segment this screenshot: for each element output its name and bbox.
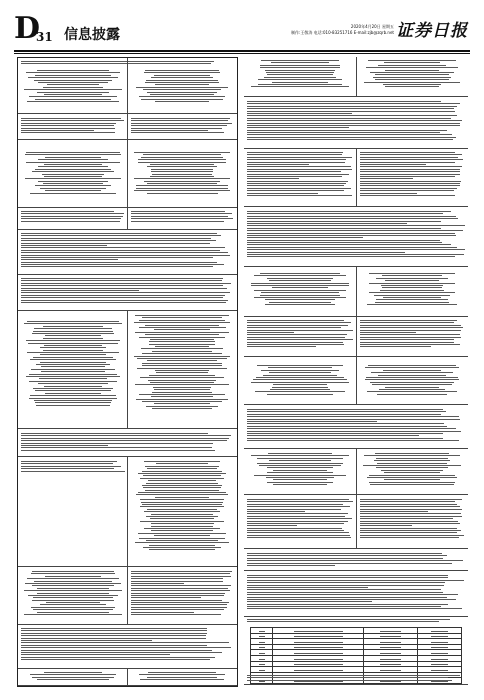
- header-meta: [291, 24, 394, 36]
- announcement-text: [21, 672, 125, 684]
- announcement-block: [18, 275, 237, 311]
- announcement-text: [360, 152, 464, 204]
- announcement-block: [18, 114, 237, 140]
- announcement-text: [247, 211, 465, 265]
- page-letter: D: [14, 11, 40, 46]
- announcement-text: [247, 409, 465, 447]
- announcement-text: [21, 61, 231, 67]
- announcement-text: [131, 152, 233, 202]
- announcement-text: [247, 575, 465, 615]
- announcement-block: [18, 140, 237, 208]
- announcement-text: [21, 70, 125, 110]
- column-divider: [356, 57, 357, 96]
- announcement-text: [21, 433, 231, 455]
- data-table-block: [244, 617, 468, 685]
- announcement-text: [131, 461, 233, 565]
- announcement-text: [247, 553, 465, 569]
- announcement-block: [244, 357, 468, 405]
- announcement-block: [244, 207, 468, 267]
- announcement-text: [131, 211, 233, 227]
- announcement-text: [247, 152, 353, 204]
- column-divider: [127, 58, 128, 113]
- announcement-text: [131, 118, 233, 138]
- announcement-text: [247, 101, 465, 147]
- announcement-text: [21, 152, 125, 202]
- announcement-text: [21, 211, 125, 227]
- column-divider: [127, 567, 128, 624]
- announcement-text: [131, 672, 233, 684]
- column-divider: [127, 669, 128, 685]
- announcement-text: [21, 233, 231, 273]
- newspaper-masthead-logo: 证券日报: [396, 21, 468, 41]
- issue-date: 2020年4月20日 星期五: [350, 24, 394, 29]
- announcement-block: [18, 625, 237, 669]
- column-divider: [127, 457, 128, 566]
- announcement-block: [244, 449, 468, 495]
- page-number: 31: [36, 30, 53, 44]
- announcement-text: [131, 70, 233, 110]
- announcement-block: [18, 567, 237, 625]
- column-divider: [356, 149, 357, 206]
- announcement-text: [21, 321, 125, 421]
- announcement-block: [18, 230, 237, 275]
- announcement-text: [360, 320, 464, 354]
- column-divider: [127, 114, 128, 139]
- announcement-block: [18, 208, 237, 230]
- announcement-text: [247, 675, 465, 683]
- announcement-text: [247, 619, 465, 625]
- announcement-block: [244, 97, 468, 149]
- column-divider: [127, 208, 128, 229]
- announcement-text: [21, 118, 125, 138]
- announcement-block: [18, 429, 237, 457]
- announcement-text: [360, 60, 464, 94]
- announcement-text: [131, 315, 233, 425]
- column-divider: [356, 317, 357, 356]
- announcement-block: [244, 267, 468, 317]
- announcement-block: [18, 58, 237, 114]
- column-divider: [356, 357, 357, 404]
- announcement-text: [247, 365, 353, 401]
- page-header: [14, 11, 470, 46]
- column-divider: [356, 267, 357, 316]
- header-rule-thin: [14, 53, 470, 54]
- announcement-block: [244, 149, 468, 207]
- editor-contact: 制作:王敬涛 电话:010-83251716 E-mail:zjb@zqrb.net: [291, 30, 394, 35]
- announcement-block: [244, 549, 468, 571]
- announcement-text: [21, 571, 125, 623]
- announcement-block: [244, 405, 468, 449]
- announcement-block: [244, 57, 468, 97]
- announcement-text: [360, 453, 464, 493]
- left-column: [17, 57, 238, 687]
- announcement-text: [360, 365, 464, 401]
- column-divider: [356, 449, 357, 494]
- announcement-block: [18, 457, 237, 567]
- section-title: 信息披露: [64, 27, 120, 43]
- right-column: [244, 57, 468, 685]
- announcement-block: [244, 317, 468, 357]
- announcement-text: [247, 273, 353, 313]
- announcement-block: [244, 495, 468, 549]
- announcement-block: [18, 311, 237, 429]
- announcement-text: [247, 499, 353, 547]
- announcement-text: [21, 628, 231, 666]
- column-divider: [356, 495, 357, 548]
- announcement-text: [131, 571, 233, 623]
- header-rule: [14, 50, 470, 52]
- announcement-text: [247, 320, 353, 354]
- column-divider: [127, 311, 128, 428]
- announcement-block: [18, 669, 237, 686]
- announcement-text: [360, 273, 464, 313]
- announcement-text: [360, 499, 464, 547]
- announcement-text: [247, 453, 353, 493]
- announcement-text: [21, 461, 125, 475]
- announcement-text: [21, 278, 231, 308]
- column-divider: [127, 140, 128, 207]
- announcement-block: [244, 571, 468, 617]
- announcement-text: [247, 60, 353, 94]
